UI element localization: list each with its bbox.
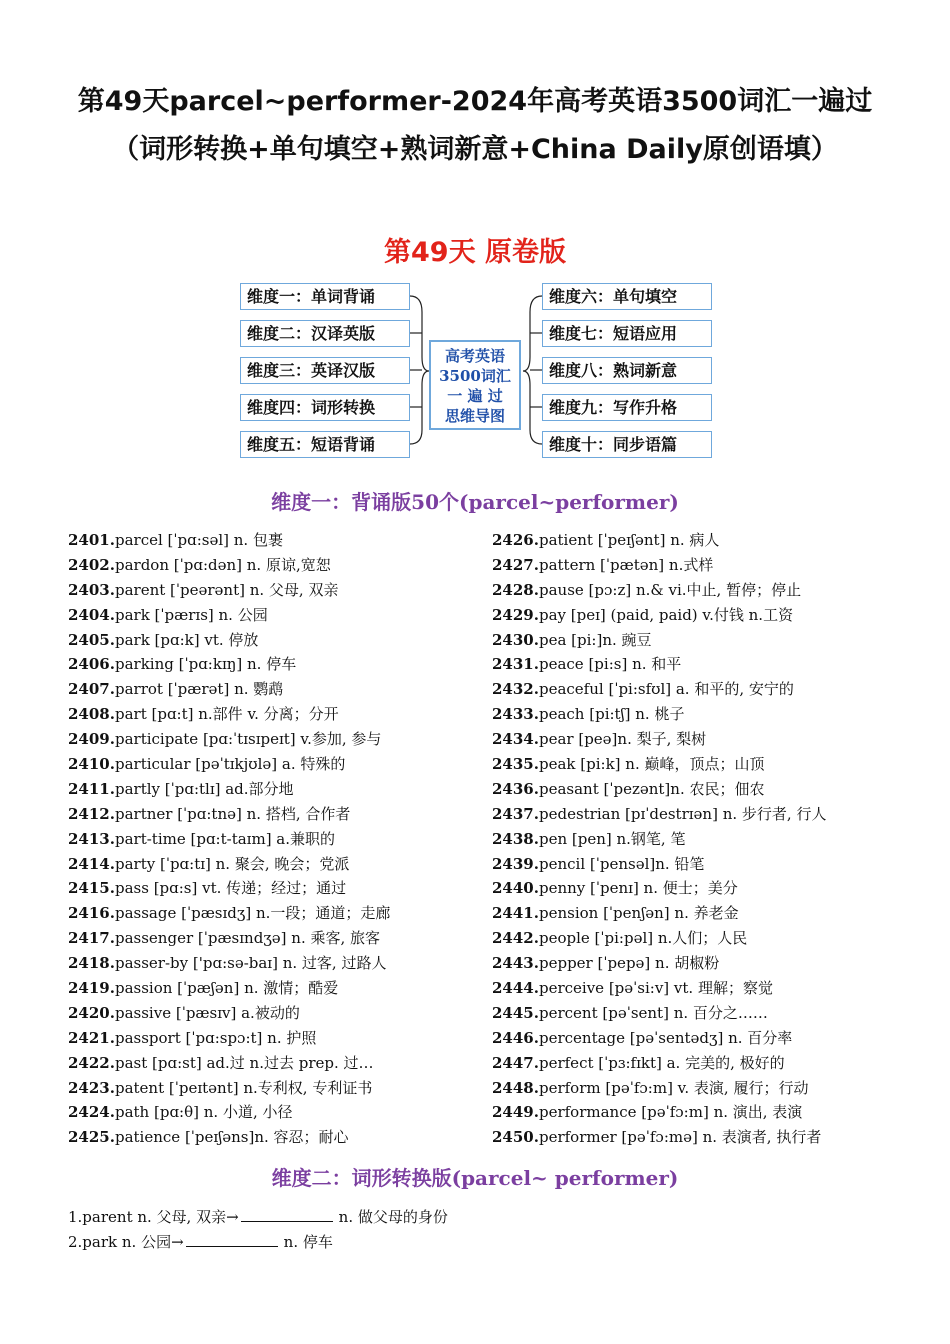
mind-map-node-left-3: 维度三：英译汉版	[240, 357, 410, 384]
word-definition: pause [pɔ:z] n.& vi.中止, 暂停；停止	[538, 580, 802, 599]
exercise-item	[68, 1206, 448, 1227]
answer-blank[interactable]	[241, 1207, 333, 1222]
word-entry	[68, 528, 488, 553]
word-number: 2441.	[492, 904, 539, 923]
word-number: 2401.	[68, 531, 115, 549]
word-number: 2439.	[492, 854, 539, 873]
word-entry	[492, 926, 932, 951]
word-definition: pear [peə]n. 梨子, 梨树	[538, 730, 707, 749]
word-definition: passage [ˈpæsɪdʒ] n.一段；通道；走廊	[114, 904, 391, 923]
word-number: 2416.	[68, 904, 115, 923]
word-entry	[492, 628, 932, 653]
word-number: 2431.	[492, 655, 539, 674]
answer-blank[interactable]	[186, 1232, 278, 1247]
word-entry	[492, 876, 932, 901]
word-definition: peak [pi:k] n. 巅峰，顶点；山顶	[538, 755, 765, 774]
word-entry	[68, 901, 488, 926]
word-number: 2440.	[492, 879, 539, 898]
word-definition: past [pɑ:st] ad.过 n.过去 prep. 过…	[114, 1053, 374, 1072]
word-list-right	[492, 528, 932, 1150]
word-entry	[492, 727, 932, 752]
word-number: 2434.	[492, 730, 539, 749]
word-definition: patent [ˈpeɪtənt] n.专利权, 专利证书	[114, 1078, 373, 1097]
word-definition: partner [ˈpɑ:tnə] n. 搭档, 合作者	[114, 804, 351, 823]
center-line-4: 思维导图	[444, 407, 505, 425]
word-number: 2414.	[68, 854, 115, 873]
word-number: 2437.	[492, 804, 539, 823]
word-definition: particular [pəˈtɪkjʊlə] a. 特殊的	[114, 755, 346, 774]
word-entry	[68, 1051, 488, 1076]
word-entry	[68, 802, 488, 827]
word-number: 2402.	[68, 555, 115, 574]
word-definition: part-time [pɑ:t-taɪm] a.兼职的	[114, 829, 336, 848]
word-number: 2409.	[68, 730, 115, 749]
word-definition: passenger [ˈpæsɪndʒə] n. 乘客, 旅客	[114, 929, 381, 948]
word-entry	[492, 652, 932, 677]
word-entry	[492, 1100, 932, 1125]
word-definition: pencil [ˈpensəl]n. 铅笔	[538, 854, 705, 873]
exercise-item	[68, 1231, 333, 1252]
word-entry	[492, 777, 932, 802]
word-entry	[492, 603, 932, 628]
word-definition: patience [ˈpeɪʃəns]n. 容忍；耐心	[114, 1128, 349, 1147]
word-definition: performance [pəˈfɔ:m] n. 演出, 表演	[538, 1103, 803, 1122]
word-entry	[68, 926, 488, 951]
word-definition: perfect [ˈpɜ:fɪkt] a. 完美的, 极好的	[538, 1053, 785, 1072]
word-definition: park [ˈpærɪs] n. 公园	[114, 605, 268, 624]
word-entry	[68, 628, 488, 653]
word-definition: peaceful [ˈpi:sfʊl] a. 和平的, 安宁的	[538, 680, 794, 699]
word-entry	[492, 677, 932, 702]
word-number: 2438.	[492, 829, 539, 848]
word-definition: penny [ˈpenɪ] n. 便士；美分	[538, 879, 738, 898]
word-definition: pedestrian [pɪˈdestrɪən] n. 步行者, 行人	[538, 804, 827, 823]
word-definition: path [pɑ:θ] n. 小道, 小径	[114, 1103, 293, 1122]
word-number: 2411.	[68, 779, 115, 798]
word-number: 2428.	[492, 580, 539, 599]
word-definition: peach [pi:tʃ] n. 桃子	[538, 705, 685, 724]
word-entry	[492, 528, 932, 553]
word-number: 2450.	[492, 1128, 539, 1147]
word-entry	[68, 777, 488, 802]
word-number: 2442.	[492, 929, 539, 948]
word-entry	[492, 1051, 932, 1076]
word-number: 2433.	[492, 705, 539, 724]
word-number: 2446.	[492, 1028, 539, 1047]
word-entry	[492, 951, 932, 976]
center-line-3: 一 遍 过	[447, 387, 503, 405]
word-definition: pardon [ˈpɑ:dən] n. 原谅,宽恕	[114, 555, 331, 574]
word-definition: peace [pi:s] n. 和平	[538, 655, 682, 674]
word-number: 2412.	[68, 804, 115, 823]
word-entry	[492, 553, 932, 578]
word-definition: performer [pəˈfɔ:mə] n. 表演者, 执行者	[538, 1128, 822, 1147]
word-definition: participate [pɑ:ˈtɪsɪpeɪt] v.参加, 参与	[114, 730, 382, 749]
word-definition: pepper [ˈpepə] n. 胡椒粉	[538, 954, 720, 973]
word-number: 2426.	[492, 531, 539, 549]
word-entry	[492, 1026, 932, 1051]
word-entry	[68, 677, 488, 702]
word-entry	[492, 1076, 932, 1101]
word-entry	[492, 1001, 932, 1026]
mind-map-center	[429, 340, 521, 430]
word-number: 2406.	[68, 655, 115, 674]
word-definition: passport [ˈpɑ:spɔ:t] n. 护照	[114, 1028, 317, 1047]
word-entry	[68, 553, 488, 578]
word-number: 2421.	[68, 1028, 115, 1047]
word-definition: percent [pəˈsent] n. 百分之……	[538, 1003, 768, 1022]
word-definition: pay [peɪ] (paid, paid) v.付钱 n.工资	[538, 605, 794, 624]
mind-map-node-right-3: 维度八：熟词新意	[542, 357, 712, 384]
word-entry	[492, 827, 932, 852]
word-number: 2423.	[68, 1078, 115, 1097]
word-entry	[492, 802, 932, 827]
word-definition: passive [ˈpæsɪv] a.被动的	[114, 1003, 300, 1022]
word-number: 2420.	[68, 1003, 115, 1022]
word-entry	[68, 702, 488, 727]
word-number: 2425.	[68, 1128, 115, 1147]
word-entry	[68, 578, 488, 603]
word-number: 2445.	[492, 1003, 539, 1022]
word-number: 2430.	[492, 630, 539, 649]
mind-map-node-left-5: 维度五：短语背诵	[240, 431, 410, 458]
center-line-1: 高考英语	[444, 347, 505, 365]
word-definition: park [pɑ:k] vt. 停放	[114, 630, 259, 649]
word-number: 2415.	[68, 879, 115, 898]
word-entry	[68, 1125, 488, 1150]
word-definition: peasant [ˈpezənt]n. 农民；佃农	[538, 779, 765, 798]
word-definition: parrot [ˈpærət] n. 鹦鹉	[114, 680, 284, 699]
word-entry	[68, 876, 488, 901]
word-definition: passion [ˈpæʃən] n. 激情；酷爱	[114, 979, 339, 998]
mind-map-node-left-2: 维度二：汉译英版	[240, 320, 410, 347]
word-entry	[68, 652, 488, 677]
word-definition: perceive [pəˈsi:v] vt. 理解；察觉	[538, 979, 773, 998]
word-number: 2436.	[492, 779, 539, 798]
word-number: 2404.	[68, 605, 115, 624]
word-number: 2410.	[68, 755, 115, 774]
word-definition: pension [ˈpenʃən] n. 养老金	[538, 904, 739, 923]
word-definition: parcel [ˈpɑ:səl] n. 包裹	[114, 531, 283, 549]
word-number: 2448.	[492, 1078, 539, 1097]
section-1-title: 维度一：背诵版50个(parcel~performer)	[271, 490, 679, 514]
word-entry	[492, 901, 932, 926]
word-entry	[68, 951, 488, 976]
word-entry	[492, 976, 932, 1001]
document-title: 第49天parcel~performer-2024年高考英语3500词汇一遍过（词形转换+单句填空+熟词新意+China Daily原创语填）	[77, 86, 873, 165]
word-entry	[68, 752, 488, 777]
document-subtitle: 第49天 原卷版	[384, 237, 566, 268]
word-entry	[492, 702, 932, 727]
exercise-target: n. 做父母的身份	[338, 1208, 448, 1226]
word-number: 2417.	[68, 929, 115, 948]
mind-map-node-right-2: 维度七：短语应用	[542, 320, 712, 347]
mind-map-node-right-5: 维度十：同步语篇	[542, 431, 712, 458]
word-definition: pattern [ˈpætən] n.式样	[538, 555, 714, 574]
word-definition: parking [ˈpɑ:kɪŋ] n. 停车	[114, 655, 297, 674]
word-definition: pea [pi:]n. 豌豆	[538, 630, 652, 649]
word-entry	[68, 1100, 488, 1125]
word-definition: people [ˈpi:pəl] n.人们；人民	[538, 929, 748, 948]
word-definition: perform [pəˈfɔ:m] v. 表演, 履行；行动	[538, 1078, 809, 1097]
mind-map-node-right-1: 维度六：单句填空	[542, 283, 712, 310]
word-definition: pass [pɑ:s] vt. 传递；经过；通过	[114, 879, 347, 898]
word-entry	[68, 1001, 488, 1026]
word-definition: party [ˈpɑ:tɪ] n. 聚会, 晚会；党派	[114, 854, 350, 873]
word-entry	[68, 852, 488, 877]
exercise-prompt: 2.park n. 公园→	[68, 1233, 184, 1251]
word-entry	[68, 603, 488, 628]
word-definition: partly [ˈpɑ:tlɪ] ad.部分地	[114, 779, 294, 798]
word-number: 2422.	[68, 1053, 115, 1072]
word-definition: percentage [pəˈsentədʒ] n. 百分率	[538, 1028, 793, 1047]
word-entry	[492, 578, 932, 603]
word-number: 2449.	[492, 1103, 539, 1122]
exercise-prompt: 1.parent n. 父母, 双亲→	[68, 1208, 239, 1226]
word-entry	[68, 976, 488, 1001]
word-entry	[68, 1026, 488, 1051]
mind-map-node-left-4: 维度四：词形转换	[240, 394, 410, 421]
word-number: 2443.	[492, 954, 539, 973]
mind-map-node-right-4: 维度九：写作升格	[542, 394, 712, 421]
section-2-title: 维度二：词形转换版(parcel~ performer)	[271, 1166, 679, 1190]
word-number: 2432.	[492, 680, 539, 699]
word-number: 2435.	[492, 755, 539, 774]
exercise-target: n. 停车	[283, 1233, 333, 1251]
word-entry	[492, 752, 932, 777]
center-line-2: 3500词汇	[439, 367, 511, 385]
word-entry	[68, 827, 488, 852]
word-number: 2408.	[68, 705, 115, 724]
word-number: 2444.	[492, 979, 539, 998]
word-definition: pen [pen] n.钢笔, 笔	[538, 829, 686, 848]
word-definition: parent [ˈpeərənt] n. 父母, 双亲	[114, 580, 339, 599]
word-definition: patient [ˈpeɪʃənt] n. 病人	[538, 531, 720, 549]
word-entry	[68, 727, 488, 752]
mind-map-node-left-1: 维度一：单词背诵	[240, 283, 410, 310]
word-number: 2427.	[492, 555, 539, 574]
word-entry	[68, 1076, 488, 1101]
word-list-left	[68, 528, 488, 1150]
word-number: 2447.	[492, 1053, 539, 1072]
word-number: 2424.	[68, 1103, 115, 1122]
word-number: 2405.	[68, 630, 115, 649]
word-number: 2429.	[492, 605, 539, 624]
mind-map	[240, 282, 712, 460]
word-number: 2403.	[68, 580, 115, 599]
word-definition: passer-by ['pɑ:sə-baɪ] n. 过客, 过路人	[114, 954, 387, 973]
word-definition: part [pɑ:t] n.部件 v. 分离；分开	[114, 705, 339, 724]
word-number: 2407.	[68, 680, 115, 699]
word-number: 2419.	[68, 979, 115, 998]
word-number: 2418.	[68, 954, 115, 973]
word-entry	[492, 852, 932, 877]
word-entry	[492, 1125, 932, 1150]
word-number: 2413.	[68, 829, 115, 848]
